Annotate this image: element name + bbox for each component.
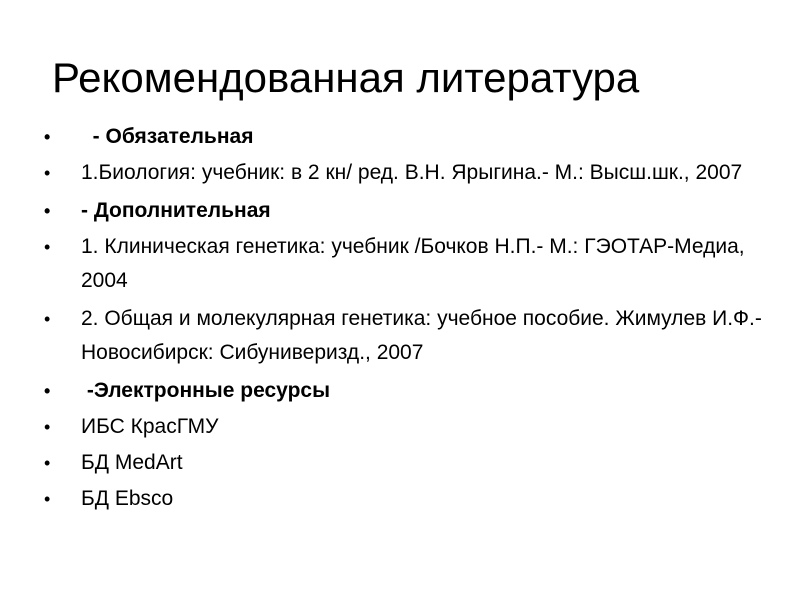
list-item-ibs-krasgmu — [44, 410, 774, 444]
bullet-icon: • — [44, 237, 51, 257]
bullet-icon: • — [44, 417, 51, 437]
list-item-text: ИБС КрасГМУ — [81, 415, 219, 438]
list-item-text: 2. Общая и молекулярная генетика: учебное пособие. Жимулев И.Ф.- Новосибирск: Сибуниверизд., 2007 — [81, 307, 762, 364]
list-item-db-ebsco — [44, 482, 774, 516]
bullet-icon: • — [44, 201, 51, 221]
list-item-text: БД Ebsco — [81, 487, 174, 510]
literature-list — [44, 120, 774, 518]
bullet-icon: • — [44, 453, 51, 473]
list-item-additional-heading — [44, 194, 774, 228]
list-item-db-medart — [44, 446, 774, 480]
list-item-text: 1. Клиническая генетика: учебник /Бочков Н.П.- М.: ГЭОТАР-Медиа, 2004 — [81, 235, 745, 292]
list-item-text: - Обязательная — [81, 125, 254, 148]
list-item-required-heading — [44, 120, 774, 154]
bullet-icon: • — [44, 381, 51, 401]
bullet-icon: • — [44, 163, 51, 183]
list-item-text: - Дополнительная — [81, 199, 271, 222]
list-item-text: БД MedArt — [81, 451, 183, 474]
list-item-text: -Электронные ресурсы — [81, 379, 331, 402]
bullet-icon: • — [44, 309, 51, 329]
slide-title: Рекомендованная литература — [52, 54, 640, 101]
bullet-icon: • — [44, 489, 51, 509]
list-item-biology-textbook — [44, 156, 774, 190]
list-item-electronic-resources-heading — [44, 374, 774, 408]
list-item-molecular-genetics — [44, 302, 774, 370]
bullet-icon: • — [44, 127, 51, 147]
list-item-clinical-genetics — [44, 230, 774, 298]
list-item-text: 1.Биология: учебник: в 2 кн/ ред. В.Н. Ярыгина.- М.: Высш.шк., 2007 — [81, 161, 743, 184]
